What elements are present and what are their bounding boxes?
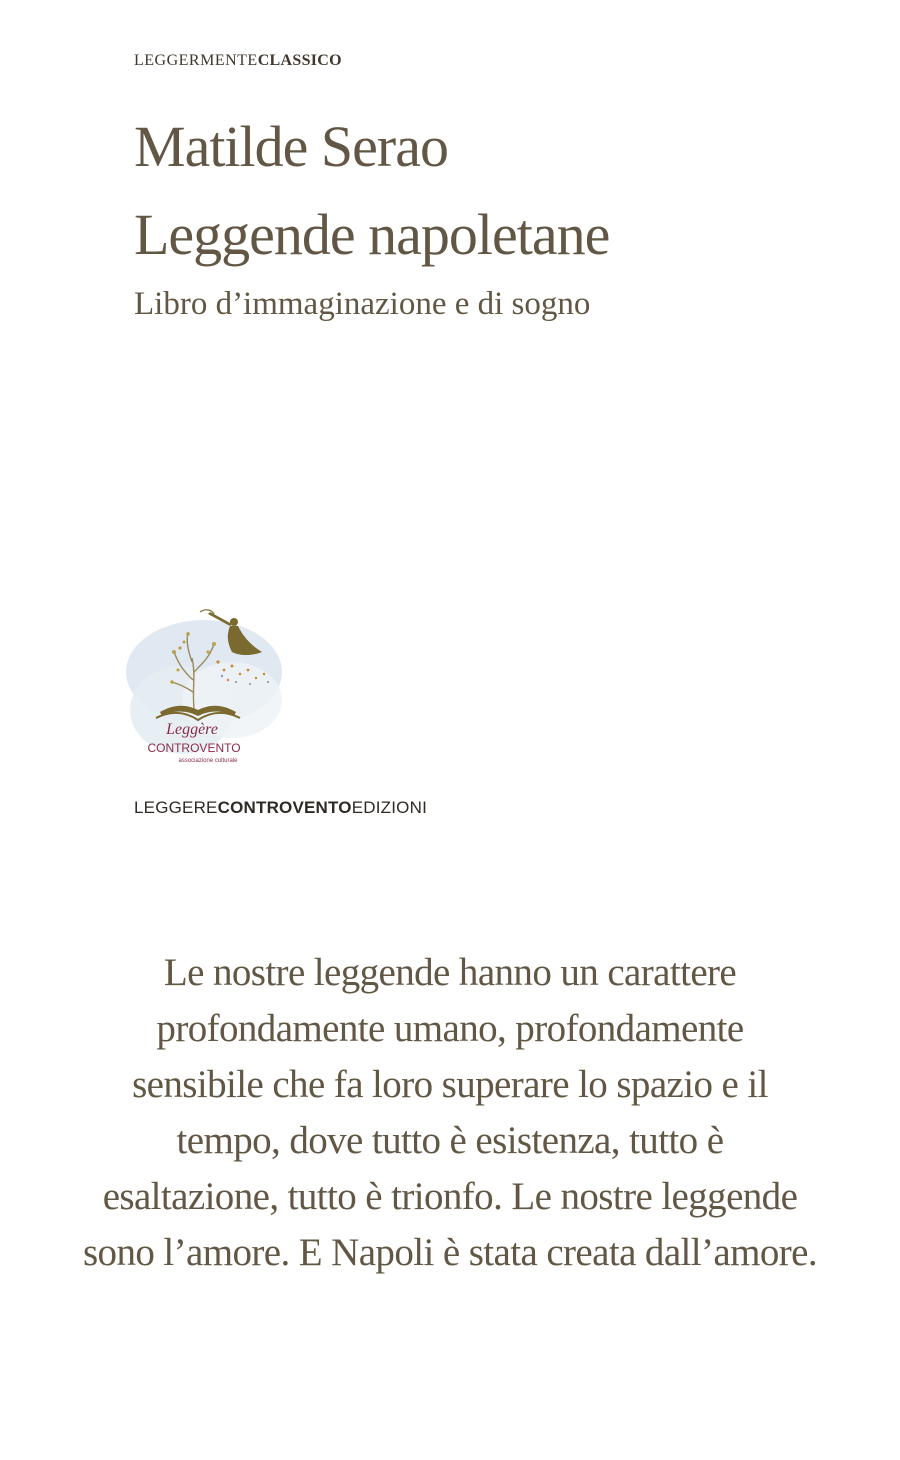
publisher-imprint [134, 798, 427, 818]
quote-line: sono l’amore. E Napoli è stata creata dall’amore. [82, 1231, 817, 1274]
author-name: Matilde Serao [134, 114, 448, 179]
publisher-part3: EDIZIONI [351, 798, 428, 817]
series-label-part2: CLASSICO [257, 52, 342, 69]
quote-line: sensibile che fa loro superare lo spazio e il [132, 1063, 768, 1106]
logo-tagline-text: associazione culturale [178, 758, 238, 764]
quote-line: tempo, dove tutto è esistenza, tutto è [176, 1119, 724, 1162]
publisher-logo [122, 600, 292, 770]
logo-script-text: Leggère [166, 721, 218, 738]
quote-line: Le nostre leggende hanno un carattere [163, 951, 737, 994]
series-label-part1: LEGGERMENTE [134, 52, 258, 69]
logo-illustration [122, 600, 292, 770]
quote-line: profondamente umano, profondamente [156, 1007, 744, 1050]
back-cover-quote [40, 945, 860, 1281]
book-subtitle: Libro d’immaginazione e di sogno [134, 286, 591, 322]
logo-name-text: CONTROVENTO [147, 741, 241, 755]
quote-line: esaltazione, tutto è trionfo. Le nostre leggende [102, 1175, 798, 1218]
publisher-part2: CONTROVENTO [217, 798, 352, 817]
series-label [134, 52, 342, 70]
book-title: Leggende napoletane [134, 202, 610, 267]
publisher-part1: LEGGERE [134, 798, 218, 817]
